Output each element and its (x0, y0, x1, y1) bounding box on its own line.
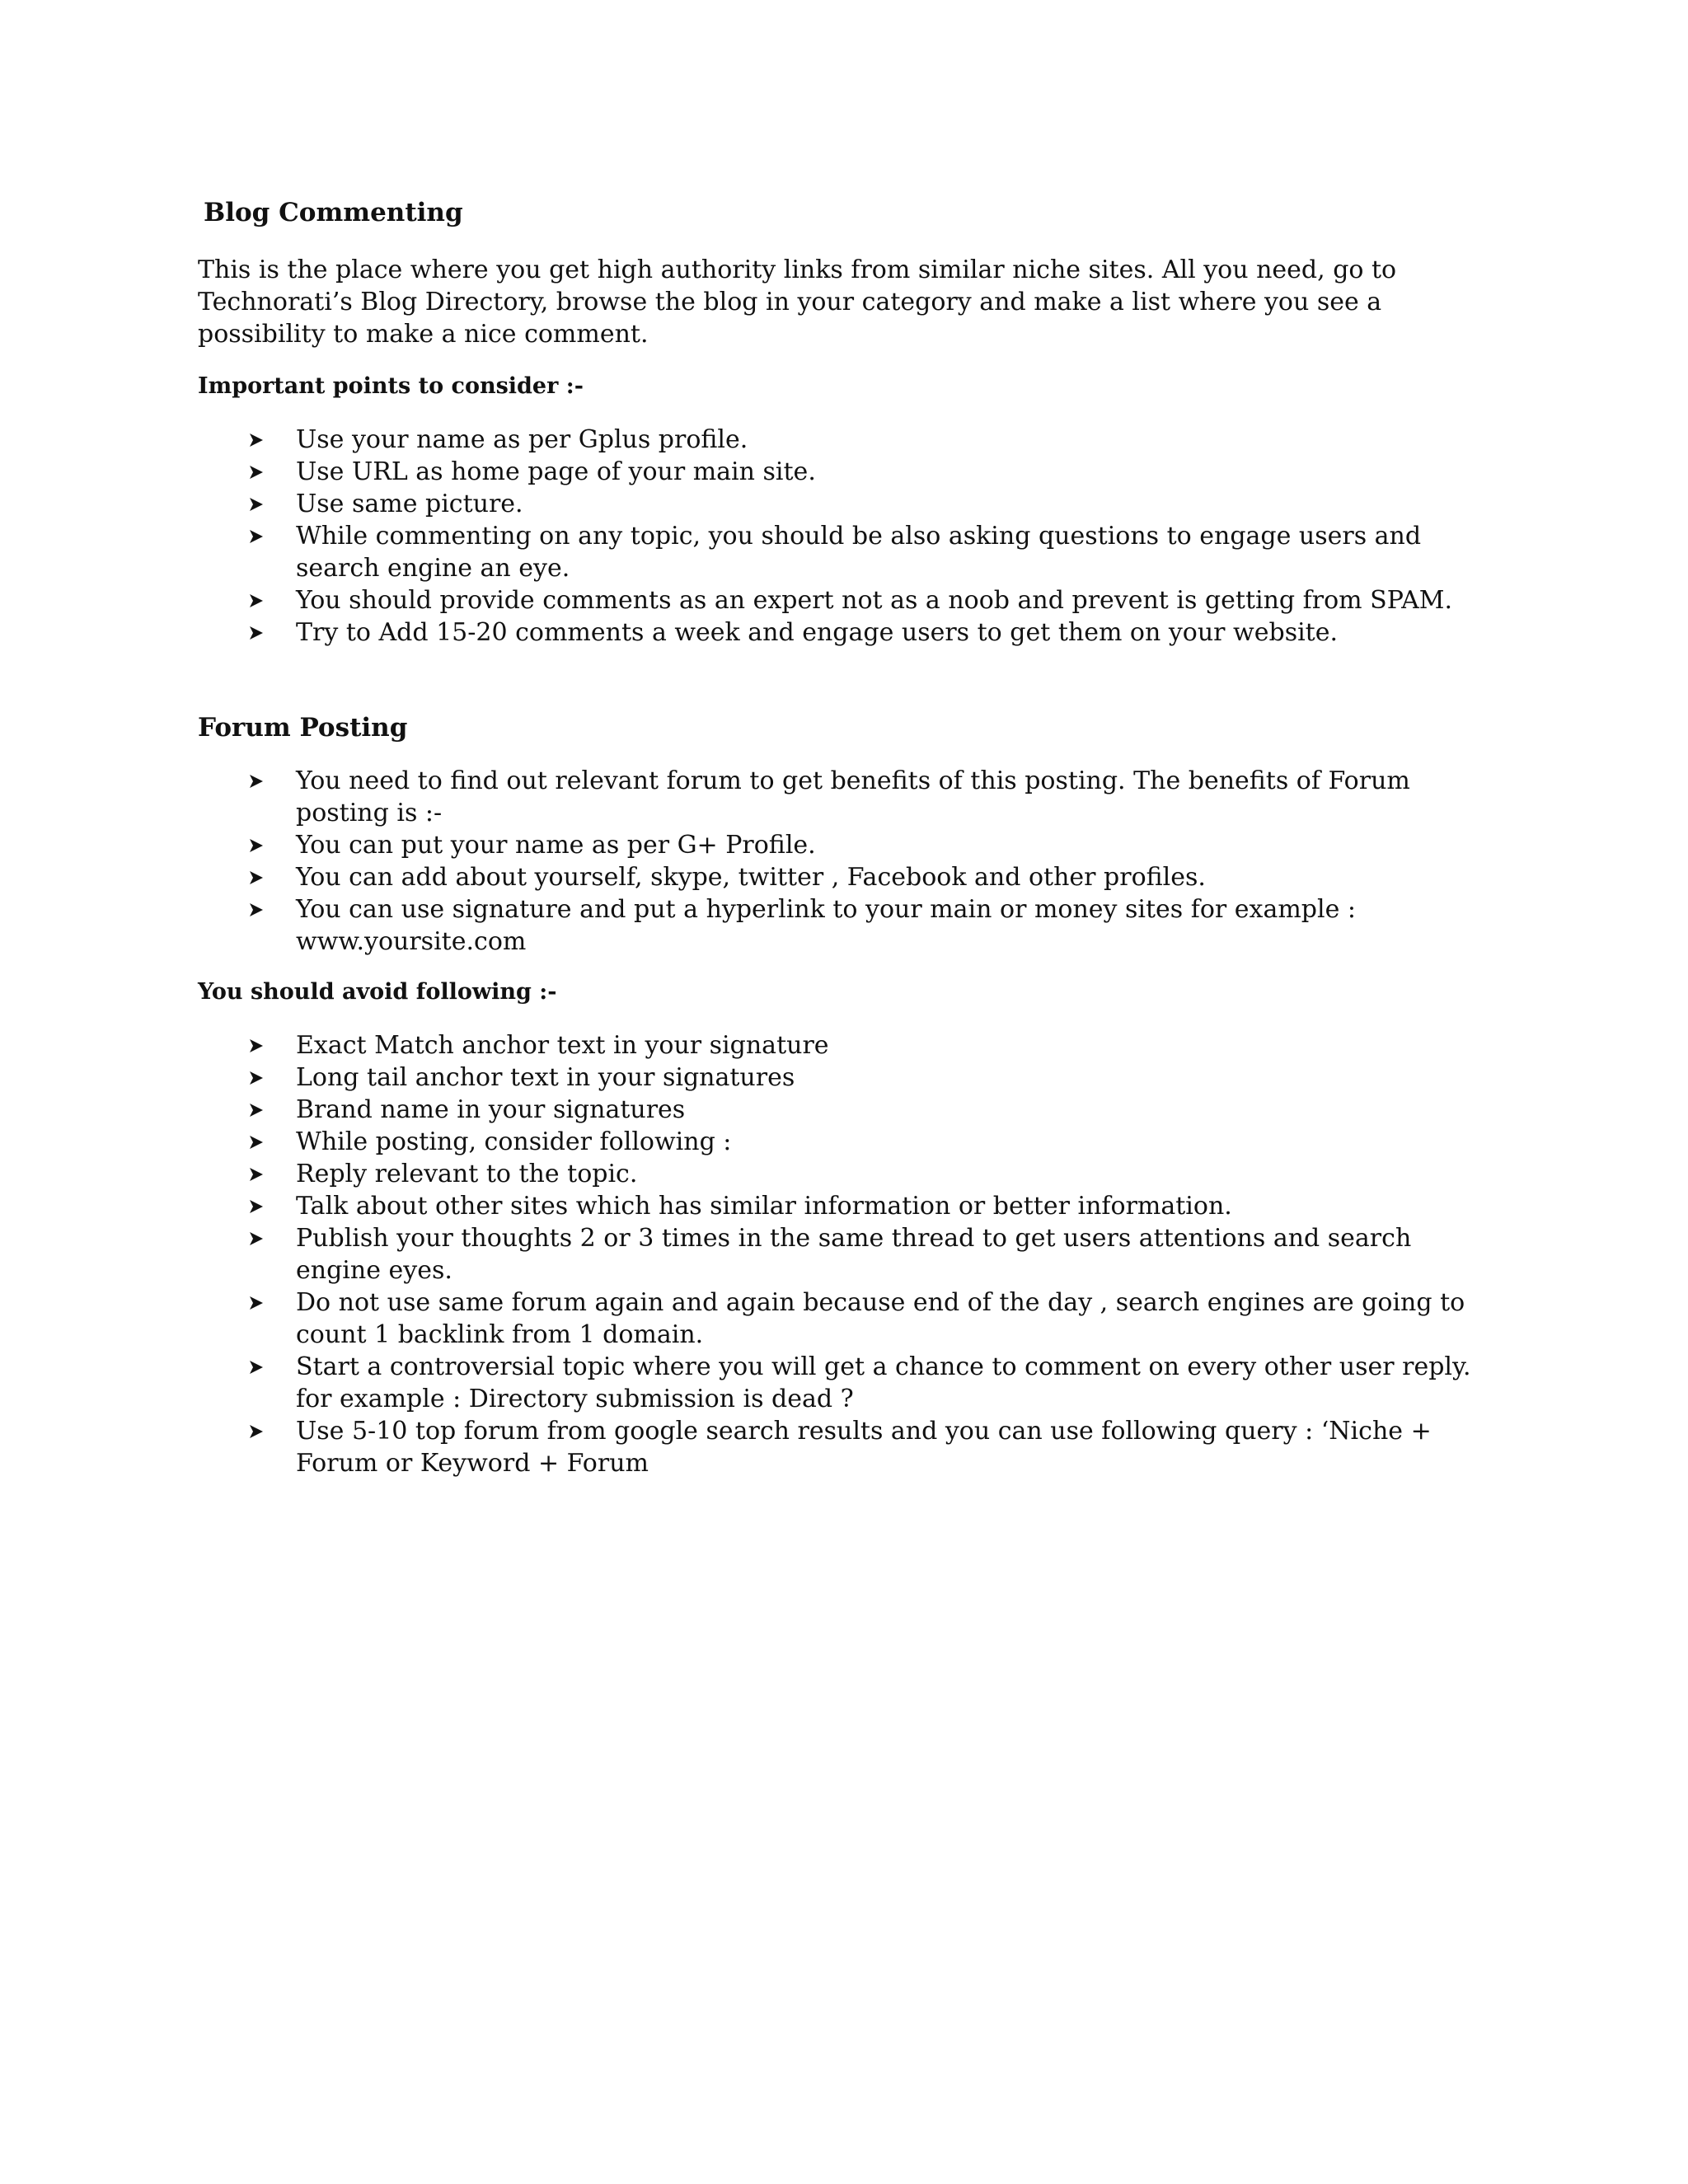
list-item (198, 584, 1500, 616)
list-item (198, 861, 1500, 893)
arrowhead-bullet-icon (249, 1424, 264, 1439)
arrowhead-bullet-icon (249, 529, 264, 544)
list-item-text: You can use signature and put a hyperlink to your main or money sites for example : www.yoursite.com (296, 895, 1356, 956)
important-points-heading: Important points to consider :- (198, 373, 584, 399)
list-item-text: Use your name as per Gplus profile. (296, 425, 748, 454)
list-item-text: You should provide comments as an expert not as a noob and prevent is getting from SPAM. (296, 586, 1453, 615)
arrowhead-bullet-icon (249, 1296, 264, 1310)
list-item-text: Exact Match anchor text in your signature (296, 1031, 829, 1060)
list-item (198, 1158, 1500, 1190)
list-item-text: Start a controversial topic where you will get a chance to comment on every other user reply. for example : Directory submission is dead ? (296, 1352, 1471, 1413)
arrowhead-bullet-icon (249, 774, 264, 789)
list-item-text: Brand name in your signatures (296, 1095, 686, 1124)
arrowhead-bullet-icon (249, 1231, 264, 1246)
list-item-text: You can put your name as per G+ Profile. (296, 831, 816, 860)
arrowhead-bullet-icon (249, 1071, 264, 1085)
arrowhead-bullet-icon (249, 1103, 264, 1118)
blog-intro-paragraph: This is the place where you get high authority links from similar niche sites. All you need, go to Technorati’s Blog Directory, browse the blog in your category and make a list where you see a possibility to make a nice comment. (198, 255, 1397, 349)
list-item (198, 1190, 1500, 1222)
list-item (198, 1062, 1500, 1094)
list-item (198, 765, 1500, 829)
list-item (198, 488, 1500, 520)
blog-points-list (198, 424, 1500, 649)
arrowhead-bullet-icon (249, 1360, 264, 1375)
list-item-text: Publish your thoughts 2 or 3 times in the same thread to get users attentions and search engine eyes. (296, 1224, 1412, 1285)
list-item-text: Talk about other sites which has similar information or better information. (296, 1192, 1232, 1221)
arrowhead-bullet-icon (249, 838, 264, 853)
arrowhead-bullet-icon (249, 433, 264, 448)
arrowhead-bullet-icon (249, 465, 264, 480)
document-content (198, 194, 1500, 1479)
arrowhead-bullet-icon (249, 1135, 264, 1150)
list-item-text: You can add about yourself, skype, twitter , Facebook and other profiles. (296, 863, 1206, 892)
list-item (198, 1029, 1500, 1062)
avoid-following-heading: You should avoid following :- (198, 979, 557, 1005)
list-item (198, 520, 1500, 584)
list-item-text: Long tail anchor text in your signatures (296, 1063, 795, 1092)
forum-points-list (198, 765, 1500, 958)
list-item-text: You need to find out relevant forum to get benefits of this posting. The benefits of Forum posting is :- (296, 766, 1410, 827)
list-item-text: While commenting on any topic, you should be also asking questions to engage users and search engine an eye. (296, 522, 1422, 583)
arrowhead-bullet-icon (249, 626, 264, 640)
arrowhead-bullet-icon (249, 1038, 264, 1053)
arrowhead-bullet-icon (249, 870, 264, 885)
list-item (198, 1126, 1500, 1158)
list-item (198, 424, 1500, 456)
list-item-text: Try to Add 15-20 comments a week and engage users to get them on your website. (296, 618, 1339, 647)
list-item (198, 616, 1500, 649)
list-item (198, 1415, 1500, 1479)
list-item-text: Use 5-10 top forum from google search results and you can use following query : ‘Niche + Forum or Keyword + Forum (296, 1417, 1432, 1478)
list-item (198, 456, 1500, 488)
list-item (198, 893, 1500, 958)
arrowhead-bullet-icon (249, 902, 264, 917)
list-item (198, 829, 1500, 861)
forum-posting-heading: Forum Posting (198, 713, 408, 743)
list-item-text: While posting, consider following : (296, 1127, 732, 1156)
list-item-text: Use URL as home page of your main site. (296, 457, 816, 486)
arrowhead-bullet-icon (249, 593, 264, 608)
arrowhead-bullet-icon (249, 1167, 264, 1182)
blog-commenting-heading: Blog Commenting (204, 198, 463, 227)
list-item-text: Reply relevant to the topic. (296, 1160, 638, 1188)
list-item (198, 1351, 1500, 1415)
arrowhead-bullet-icon (249, 1199, 264, 1214)
list-item (198, 1094, 1500, 1126)
list-item (198, 1286, 1500, 1351)
list-item-text: Do not use same forum again and again because end of the day , search engines are going to count 1 backlink from 1 domain. (296, 1288, 1465, 1349)
list-item-text: Use same picture. (296, 490, 523, 518)
avoid-points-list (198, 1029, 1500, 1479)
list-item (198, 1222, 1500, 1286)
arrowhead-bullet-icon (249, 497, 264, 512)
